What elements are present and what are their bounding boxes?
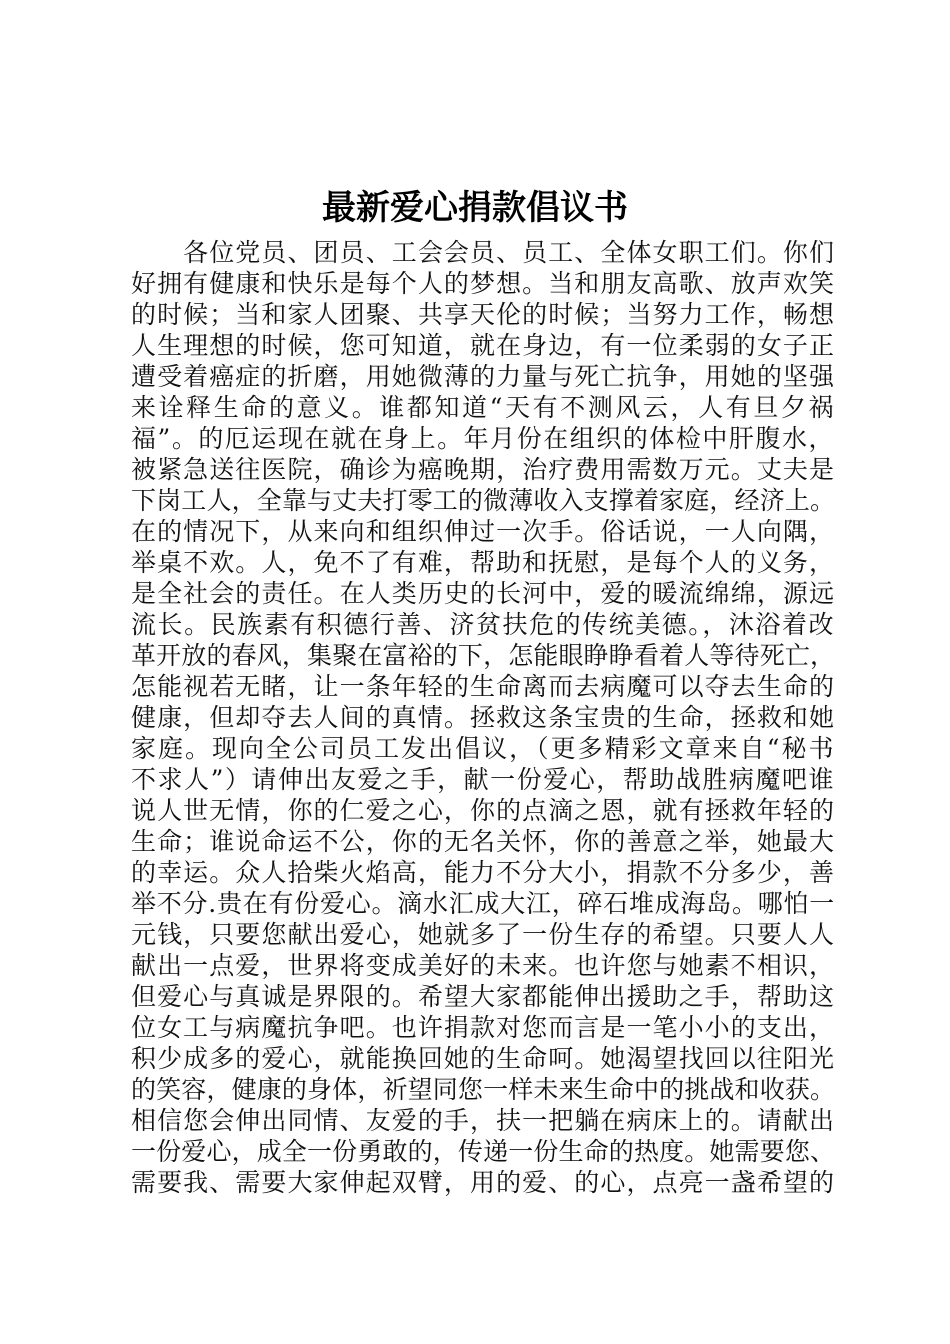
body-text-line: 需要我、需要大家伸起双臂，用的爱、的心，点亮一盏希望的 xyxy=(131,1168,835,1197)
body-text-line: 相信您会伸出同情、友爱的手，扶一把躺在病床上的。请献出 xyxy=(131,1106,835,1135)
document-title: 最新爱心捐款倡议书 xyxy=(322,188,628,228)
body-text-line: 不求人”）请伸出友爱之手，献一份爱心，帮助战胜病魔吧谁 xyxy=(131,765,835,794)
body-text-line: 各位党员、团员、工会会员、员工、全体女职工们。你们 xyxy=(131,238,835,267)
body-text-line: 家庭。现向全公司员工发出倡议，（更多精彩文章来自“秘书 xyxy=(131,734,835,763)
body-text-line: 来诠释生命的意义。谁都知道“天有不测风云，人有旦夕祸 xyxy=(131,393,835,422)
body-text-line: 遭受着癌症的折磨，用她微薄的力量与死亡抗争，用她的坚强 xyxy=(131,362,835,391)
body-text-line: 的时候；当和家人团聚、共享天伦的时候；当努力工作，畅想 xyxy=(131,300,835,329)
body-text-line: 好拥有健康和快乐是每个人的梦想。当和朋友高歌、放声欢笑 xyxy=(131,269,835,298)
body-text-line: 生命；谁说命运不公，你的无名关怀，你的善意之举，她最大 xyxy=(131,827,835,856)
body-text-line: 元钱，只要您献出爱心，她就多了一份生存的希望。只要人人 xyxy=(131,920,835,949)
body-text-line: 被紧急送往医院，确诊为癌晚期，治疗费用需数万元。丈夫是 xyxy=(131,455,835,484)
body-text-line: 福”。的厄运现在就在身上。年月份在组织的体检中肝腹水， xyxy=(131,424,835,453)
body-text-line: 是全社会的责任。在人类历史的长河中，爱的暖流绵绵，源远 xyxy=(131,579,835,608)
body-text-line: 说人世无情，你的仁爱之心，你的点滴之恩，就有拯救年轻的 xyxy=(131,796,835,825)
body-text-line: 健康，但却夺去人间的真情。拯救这条宝贵的生命，拯救和她 xyxy=(131,703,835,732)
body-text-line: 举桌不欢。人，免不了有难，帮助和抚慰，是每个人的义务， xyxy=(131,548,835,577)
body-text-line: 在的情况下，从来向和组织伸过一次手。俗话说，一人向隅， xyxy=(131,517,835,546)
body-text-line: 流长。民族素有积德行善、济贫扶危的传统美德。，沐浴着改 xyxy=(131,610,835,639)
body-text-line: 献出一点爱，世界将变成美好的未来。也许您与她素不相识， xyxy=(131,951,835,980)
document-body xyxy=(131,237,835,1198)
body-text-line: 怎能视若无睹，让一条年轻的生命离而去病魔可以夺去生命的 xyxy=(131,672,835,701)
body-text-line: 一份爱心，成全一份勇敢的，传递一份生命的热度。她需要您、 xyxy=(131,1137,835,1166)
body-text-line: 的幸运。众人拾柴火焰高，能力不分大小，捐款不分多少，善 xyxy=(131,858,835,887)
body-text-line: 但爱心与真诚是界限的。希望大家都能伸出援助之手，帮助这 xyxy=(131,982,835,1011)
body-text-line: 下岗工人，全靠与丈夫打零工的微薄收入支撑着家庭，经济上。 xyxy=(131,486,835,515)
body-text-line: 位女工与病魔抗争吧。也许捐款对您而言是一笔小小的支出， xyxy=(131,1013,835,1042)
body-text-line: 人生理想的时候，您可知道，就在身边，有一位柔弱的女子正 xyxy=(131,331,835,360)
body-text-line: 积少成多的爱心，就能换回她的生命呵。她渴望找回以往阳光 xyxy=(131,1044,835,1073)
body-text-line: 革开放的春风，集聚在富裕的下，怎能眼睁睁看着人等待死亡， xyxy=(131,641,835,670)
body-text-line: 举不分.贵在有份爱心。滴水汇成大江，碎石堆成海岛。哪怕一 xyxy=(131,889,835,918)
body-text-line: 的笑容，健康的身体，祈望同您一样未来生命中的挑战和收获。 xyxy=(131,1075,835,1104)
